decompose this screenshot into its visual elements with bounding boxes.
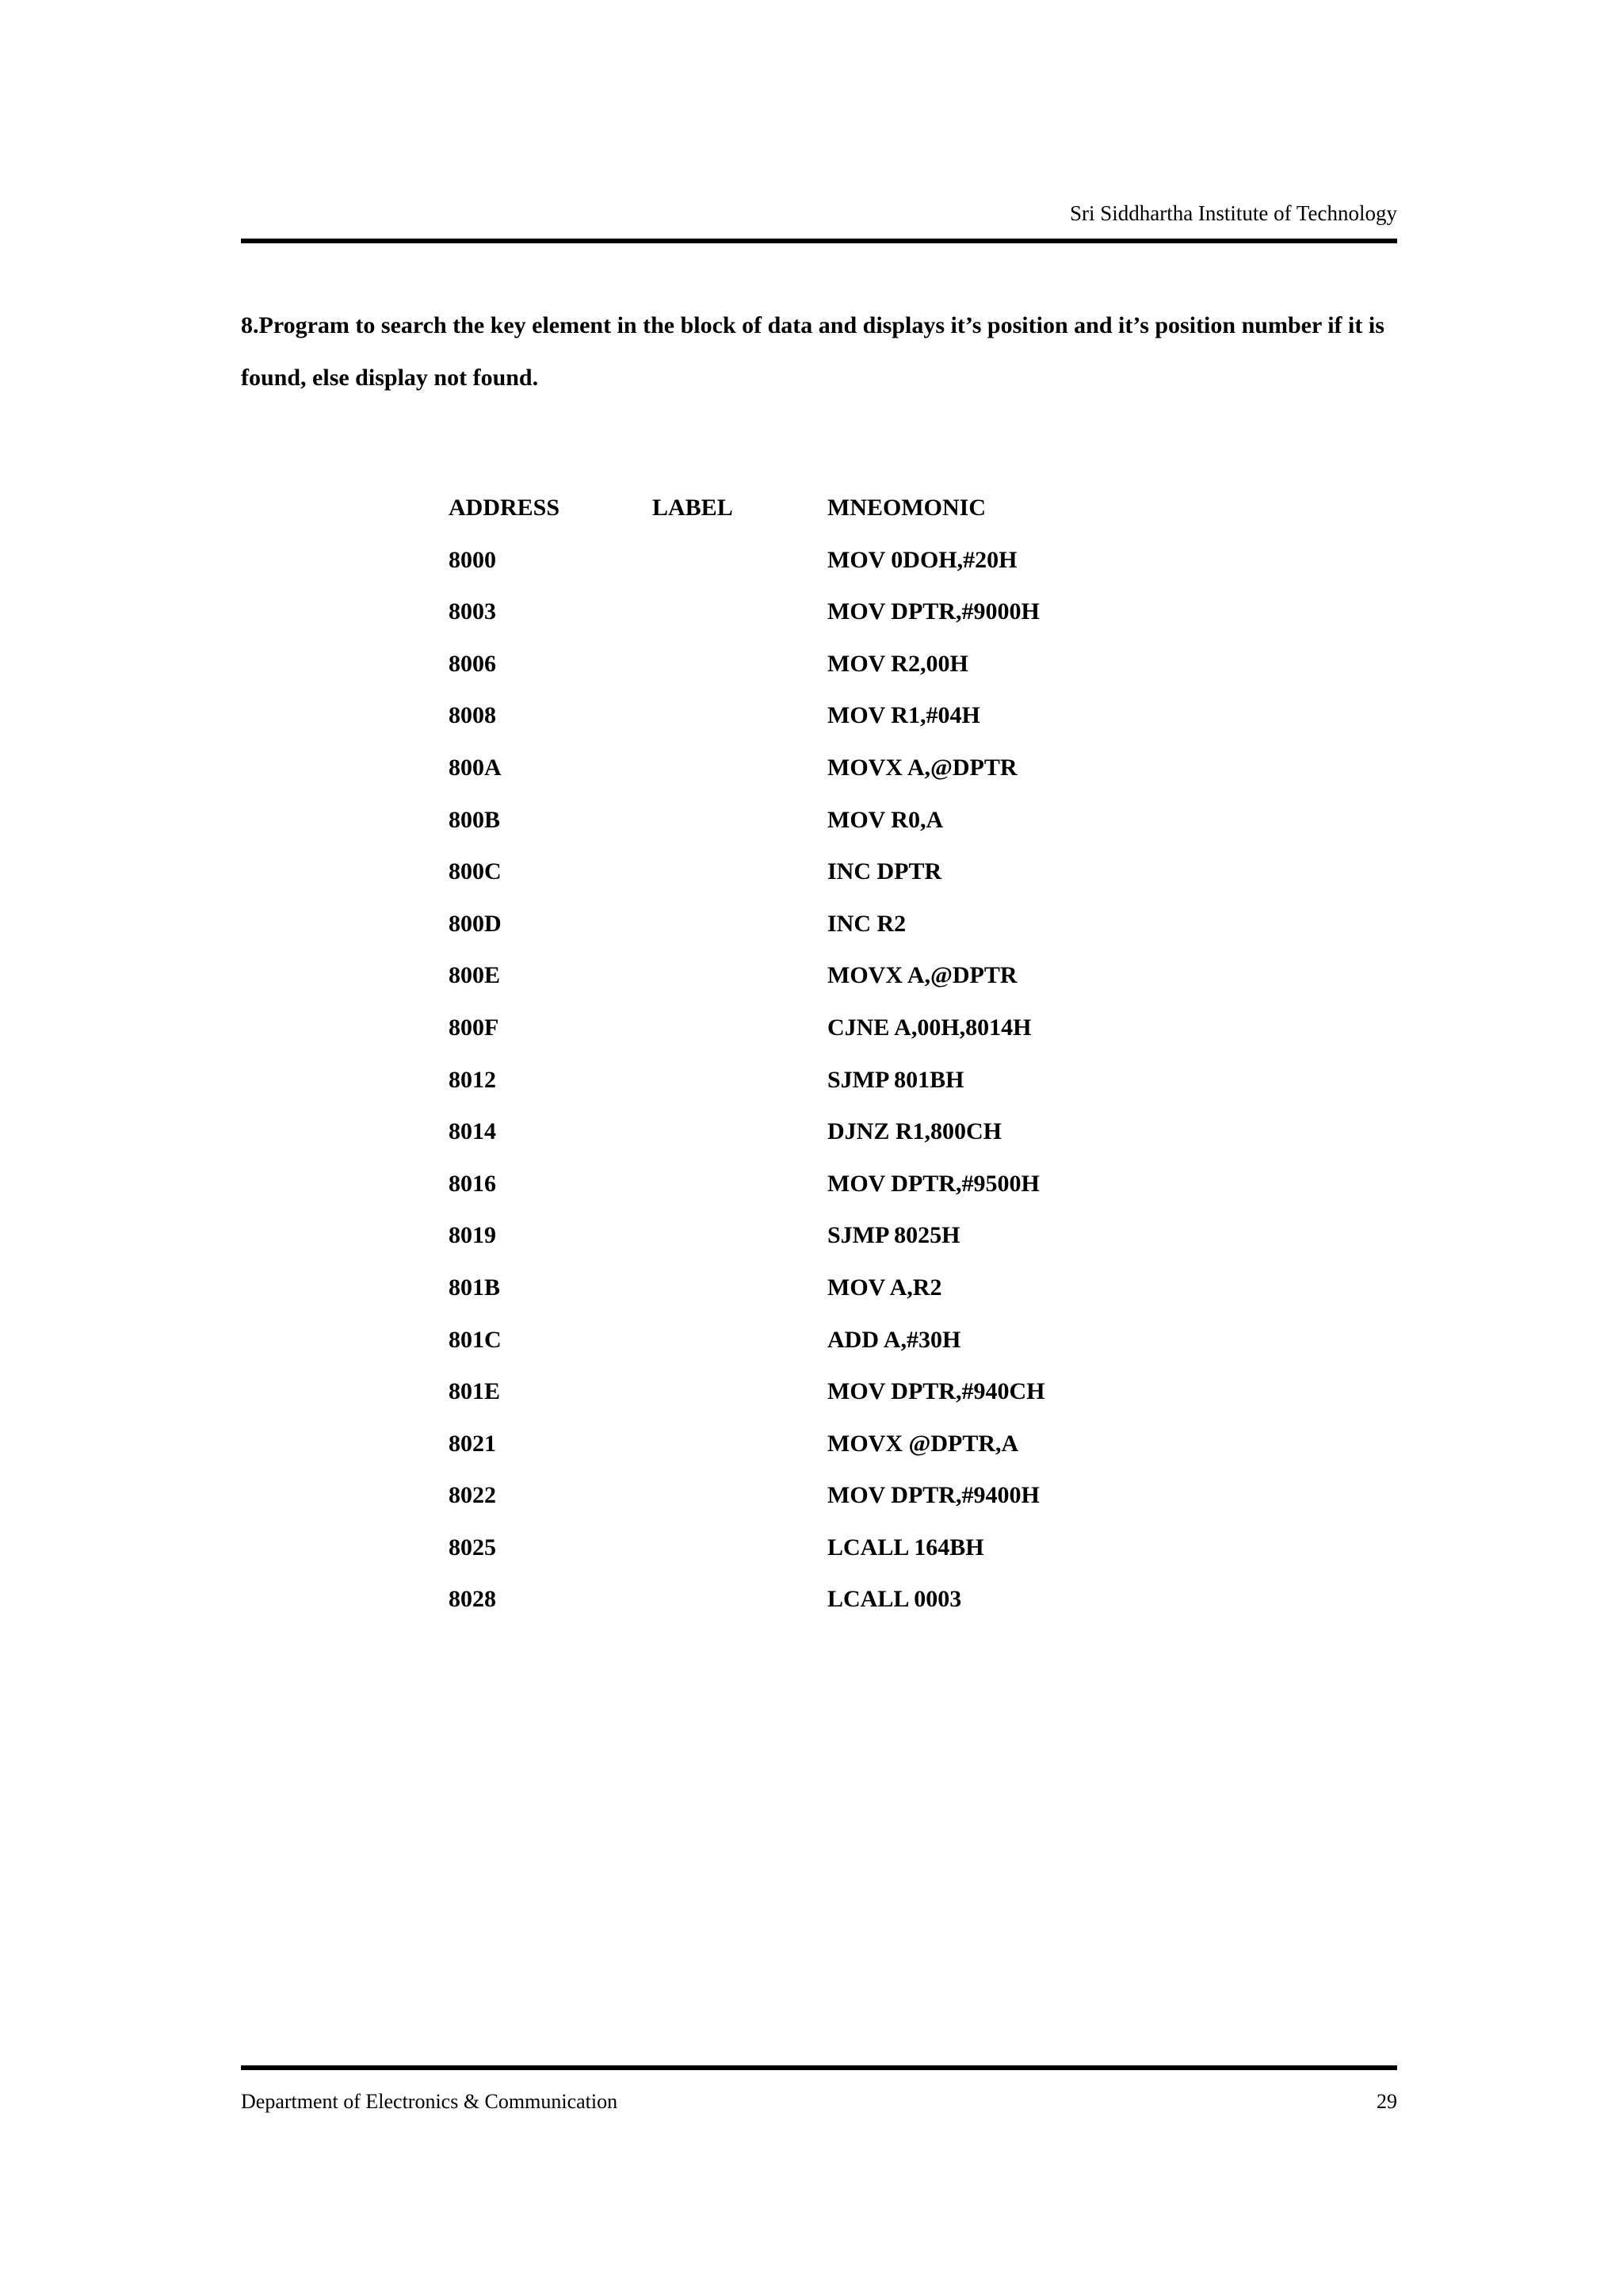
row-address: 801B [449, 1274, 501, 1301]
page-header-institution: Sri Siddhartha Institute of Technology [1069, 201, 1397, 225]
row-address: 8003 [449, 598, 496, 625]
table-row [449, 1482, 1224, 1534]
program-table [449, 495, 1224, 1638]
table-row [449, 1118, 1224, 1171]
table-row [449, 1171, 1224, 1223]
row-mnemonic: ADD A,#30H [827, 1326, 961, 1353]
row-address: 800D [449, 910, 502, 937]
row-address: 800E [449, 962, 501, 989]
table-header-row [449, 495, 1224, 547]
row-mnemonic: MOV A,R2 [827, 1274, 942, 1301]
table-row [449, 911, 1224, 963]
column-header-label: LABEL [652, 495, 733, 521]
table-row [449, 755, 1224, 807]
table-row [449, 962, 1224, 1014]
row-mnemonic: CJNE A,00H,8014H [827, 1014, 1032, 1041]
table-row [449, 702, 1224, 755]
table-row [449, 1274, 1224, 1327]
row-mnemonic: DJNZ R1,800CH [827, 1118, 1002, 1145]
row-address: 8022 [449, 1482, 496, 1509]
row-address: 800C [449, 858, 502, 885]
row-mnemonic: LCALL 0003 [827, 1586, 962, 1613]
table-row [449, 1431, 1224, 1483]
table-row [449, 858, 1224, 911]
row-address: 8000 [449, 546, 496, 573]
table-row [449, 651, 1224, 703]
question-heading: 8.Program to search the key element in the block of data and displays it’s position and it’s position number if it is found, else display not found. [241, 312, 1384, 391]
row-address: 8008 [449, 702, 496, 729]
row-mnemonic: MOV R1,#04H [827, 702, 980, 729]
row-mnemonic: LCALL 164BH [827, 1534, 984, 1561]
row-mnemonic: MOV 0DOH,#20H [827, 546, 1018, 573]
row-mnemonic: INC DPTR [827, 858, 942, 885]
row-address: 8025 [449, 1534, 496, 1561]
row-address: 801C [449, 1326, 502, 1353]
row-mnemonic: MOV DPTR,#9000H [827, 598, 1040, 625]
row-address: 8016 [449, 1170, 496, 1197]
row-address: 800B [449, 806, 501, 833]
row-mnemonic: MOVX A,@DPTR [827, 962, 1018, 989]
row-address: 8021 [449, 1430, 496, 1457]
row-mnemonic: MOVX A,@DPTR [827, 754, 1018, 781]
table-row [449, 1327, 1224, 1379]
table-row [449, 1067, 1224, 1119]
table-row [449, 807, 1224, 859]
row-mnemonic: MOV DPTR,#940CH [827, 1378, 1045, 1405]
row-address: 8012 [449, 1066, 496, 1093]
row-mnemonic: MOV R2,00H [827, 650, 968, 677]
row-mnemonic: MOV R0,A [827, 806, 944, 833]
row-mnemonic: SJMP 801BH [827, 1066, 964, 1093]
table-body [449, 547, 1224, 1638]
row-address: 800A [449, 754, 502, 781]
table-row [449, 1534, 1224, 1587]
column-header-mnemonic: MNEOMONIC [827, 495, 986, 521]
header-rule [241, 239, 1397, 243]
table-row [449, 1222, 1224, 1274]
row-mnemonic: SJMP 8025H [827, 1222, 960, 1249]
footer-rule [241, 2065, 1397, 2070]
row-address: 8006 [449, 650, 496, 677]
footer-department: Department of Electronics & Communication [241, 2090, 618, 2113]
row-address: 800F [449, 1014, 499, 1041]
row-mnemonic: MOV DPTR,#9400H [827, 1482, 1040, 1509]
row-address: 8019 [449, 1222, 496, 1249]
table-row [449, 1586, 1224, 1638]
row-address: 8014 [449, 1118, 496, 1145]
row-mnemonic: INC R2 [827, 910, 907, 937]
column-header-address: ADDRESS [449, 495, 560, 521]
row-address: 8028 [449, 1586, 496, 1613]
footer-page-number: 29 [1377, 2090, 1397, 2113]
table-row [449, 547, 1224, 599]
table-row [449, 598, 1224, 651]
row-mnemonic: MOV DPTR,#9500H [827, 1170, 1040, 1197]
table-row [449, 1014, 1224, 1067]
table-row [449, 1378, 1224, 1431]
row-address: 801E [449, 1378, 501, 1405]
row-mnemonic: MOVX @DPTR,A [827, 1430, 1019, 1457]
